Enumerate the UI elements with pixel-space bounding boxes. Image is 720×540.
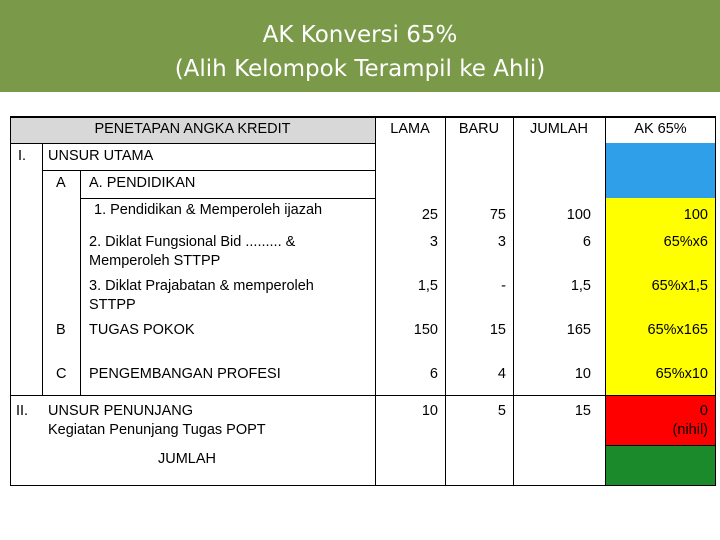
row-a-label: A. PENDIDIKAN xyxy=(89,175,196,191)
row-ii-lama: 10 xyxy=(421,403,438,419)
row-c-number: C xyxy=(56,366,67,382)
header-lama: LAMA xyxy=(390,121,430,137)
header-penetapan: PENETAPAN ANGKA KREDIT xyxy=(94,121,291,137)
row-ii-label-line2: Kegiatan Penunjang Tugas POPT xyxy=(48,422,266,438)
row-c-baru: 4 xyxy=(497,366,506,382)
row-2-jumlah: 6 xyxy=(582,234,591,250)
ak-cell-blue xyxy=(605,143,716,198)
row-3-jumlah: 1,5 xyxy=(570,278,591,294)
row-ii-ak-line2: (nihil) xyxy=(672,422,708,438)
row-2-label-line2: Memperoleh STTPP xyxy=(89,253,221,269)
header-jumlah: JUMLAH xyxy=(529,121,588,137)
row-3-lama: 1,5 xyxy=(417,278,438,294)
title-line-2: (Alih Kelompok Terampil ke Ahli) xyxy=(174,56,546,82)
row-b-label: TUGAS POKOK xyxy=(89,322,195,338)
row-3-baru: - xyxy=(501,278,506,294)
row-b-baru: 15 xyxy=(489,322,506,338)
row-c-label: PENGEMBANGAN PROFESI xyxy=(89,366,281,382)
row-ii-ak-line1: 0 xyxy=(699,403,708,419)
row-3-label-line1: 3. Diklat Prajabatan & memperoleh xyxy=(89,278,314,294)
row-b-lama: 150 xyxy=(413,322,438,338)
row-1-baru: 75 xyxy=(489,207,506,223)
ak-cell-green xyxy=(605,445,716,486)
row-3-label-line2: STTPP xyxy=(89,297,136,313)
row-1-lama: 25 xyxy=(421,207,438,223)
row-1-jumlah: 100 xyxy=(566,207,591,223)
row-b-number: B xyxy=(56,322,66,338)
row-ii-baru: 5 xyxy=(497,403,506,419)
row-ii-number: II. xyxy=(16,403,29,419)
header-ak: AK 65% xyxy=(634,121,687,137)
title-line-1: AK Konversi 65% xyxy=(262,22,458,48)
row-i-number: I. xyxy=(18,148,27,164)
row-c-jumlah: 10 xyxy=(574,366,591,382)
title-banner xyxy=(0,0,720,92)
row-2-label-line1: 2. Diklat Fungsional Bid ......... & xyxy=(89,234,296,250)
row-i-label: UNSUR UTAMA xyxy=(48,148,154,164)
row-ii-label-line1: UNSUR PENUNJANG xyxy=(48,403,194,419)
row-3-ak: 65%x1,5 xyxy=(651,278,708,294)
row-1-ak: 100 xyxy=(683,207,708,223)
row-total-label: JUMLAH xyxy=(158,451,217,467)
row-ii-jumlah: 15 xyxy=(574,403,591,419)
row-2-ak: 65%x6 xyxy=(663,234,708,250)
row-b-ak: 65%x165 xyxy=(647,322,708,338)
row-c-lama: 6 xyxy=(429,366,438,382)
row-2-lama: 3 xyxy=(429,234,438,250)
row-c-ak: 65%x10 xyxy=(655,366,708,382)
row-2-baru: 3 xyxy=(497,234,506,250)
header-baru: BARU xyxy=(458,121,500,137)
row-a-number: A xyxy=(56,175,66,191)
row-b-jumlah: 165 xyxy=(566,322,591,338)
row-1-label: 1. Pendidikan & Memperoleh ijazah xyxy=(94,202,323,218)
